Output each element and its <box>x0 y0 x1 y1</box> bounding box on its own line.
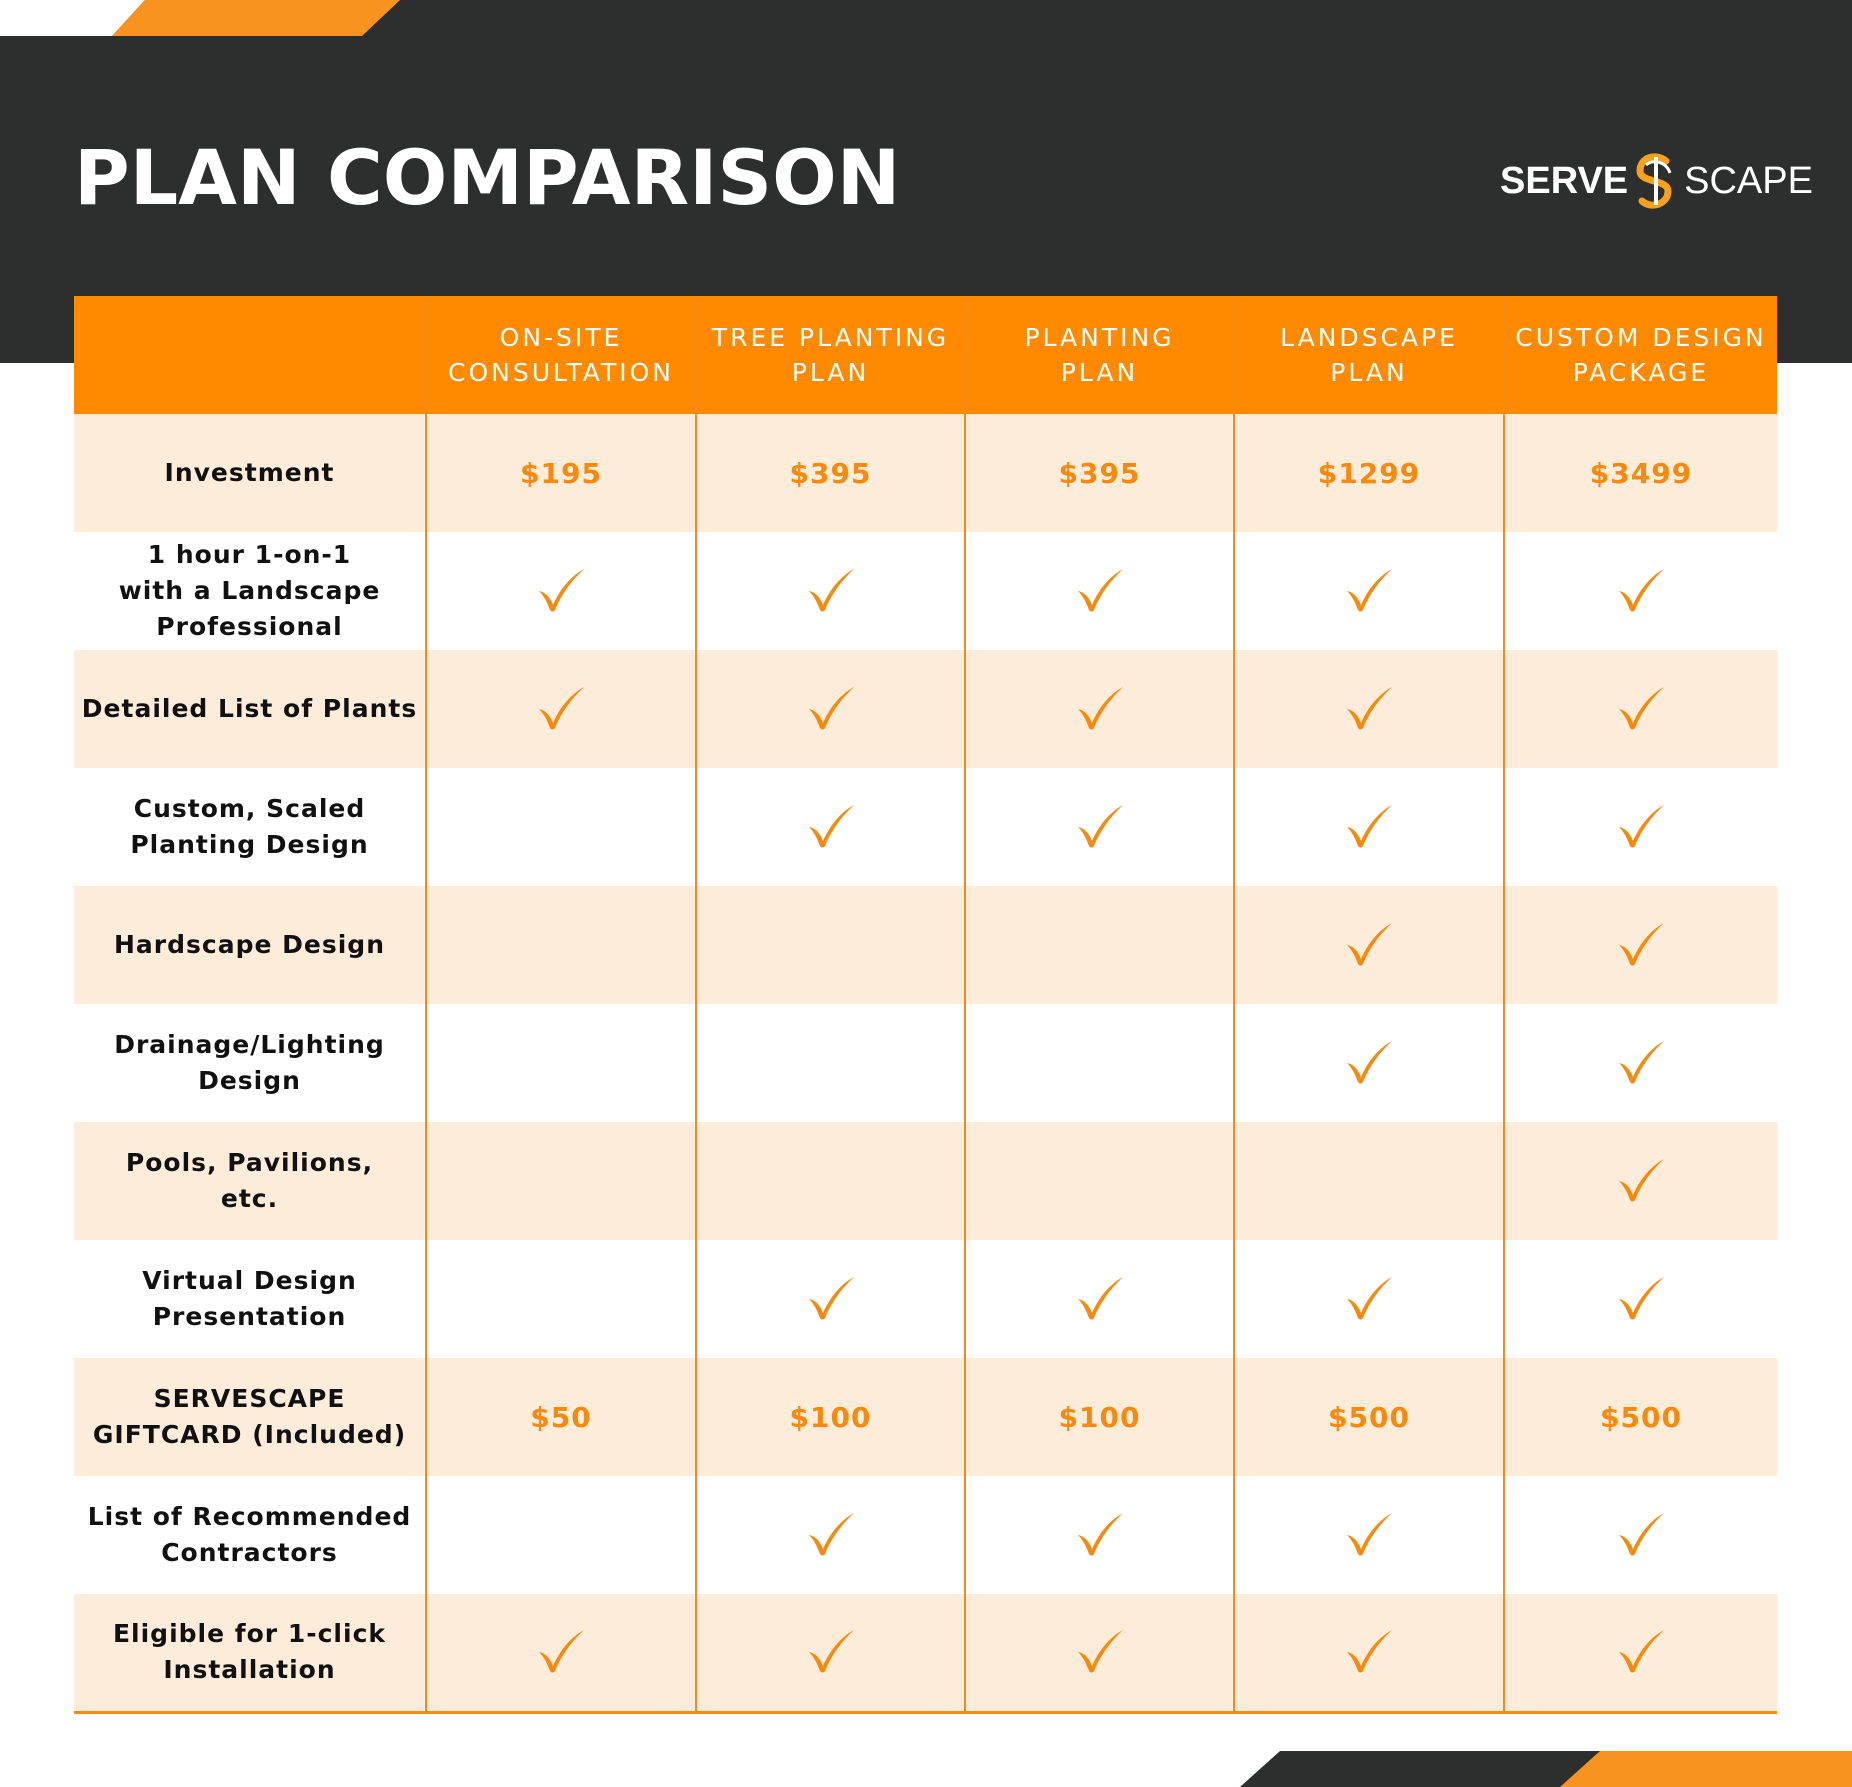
check-icon <box>1615 1155 1667 1203</box>
included-cell <box>1504 1004 1777 1122</box>
check-icon <box>1615 1626 1667 1674</box>
check-icon <box>1615 801 1667 849</box>
header-empty-cell <box>74 296 426 414</box>
servescape-logo <box>1500 150 1813 212</box>
included-cell <box>1234 886 1504 1004</box>
empty-cell <box>426 886 696 1004</box>
table-row <box>74 768 1777 886</box>
logo-mark-icon <box>1632 151 1680 211</box>
table-row <box>74 1004 1777 1122</box>
column-header: ON-SITE CONSULTATION <box>426 296 696 414</box>
check-icon <box>535 683 587 731</box>
check-icon <box>1343 1273 1395 1321</box>
included-cell <box>965 1476 1234 1594</box>
empty-cell <box>426 768 696 886</box>
feature-label: Detailed List of Plants <box>81 694 418 723</box>
empty-cell <box>696 886 965 1004</box>
column-header: LANDSCAPE PLAN <box>1234 296 1504 414</box>
included-cell <box>426 532 696 650</box>
empty-cell <box>426 1122 696 1240</box>
included-cell <box>1504 1240 1777 1358</box>
table-row <box>74 1476 1777 1594</box>
price-value: $100 <box>789 1400 872 1434</box>
empty-cell <box>696 1122 965 1240</box>
price-value: $500 <box>1600 1400 1682 1434</box>
price-cell <box>696 1358 965 1476</box>
check-icon <box>1615 683 1667 731</box>
table-body <box>74 414 1777 1712</box>
price-cell <box>1234 1358 1504 1476</box>
check-icon <box>1343 919 1395 967</box>
price-value: $1299 <box>1317 456 1421 490</box>
feature-label: Eligible for 1-click Installation <box>112 1619 387 1685</box>
price-value: $195 <box>520 456 602 490</box>
price-value: $395 <box>1058 456 1141 490</box>
price-value: $395 <box>789 456 872 490</box>
included-cell <box>1234 532 1504 650</box>
empty-cell <box>965 1004 1234 1122</box>
included-cell <box>965 650 1234 768</box>
logo-text-serve: SERVE <box>1500 159 1629 202</box>
price-cell <box>1504 414 1777 532</box>
check-icon <box>805 1273 857 1321</box>
check-icon <box>805 1509 857 1557</box>
empty-cell <box>426 1004 696 1122</box>
check-icon <box>1074 1626 1126 1674</box>
table-row <box>74 886 1777 1004</box>
check-icon <box>805 683 857 731</box>
price-cell <box>965 1358 1234 1476</box>
price-cell <box>1504 1358 1777 1476</box>
included-cell <box>696 1594 965 1712</box>
included-cell <box>696 1240 965 1358</box>
price-cell <box>696 414 965 532</box>
check-icon <box>1074 1509 1126 1557</box>
column-header: PLANTING PLAN <box>965 296 1234 414</box>
empty-cell <box>426 1476 696 1594</box>
feature-label: Drainage/Lighting Design <box>114 1030 385 1095</box>
feature-label: 1 hour 1-on-1 with a Landscape Professional <box>118 540 381 641</box>
included-cell <box>965 1240 1234 1358</box>
included-cell <box>696 768 965 886</box>
table-row <box>74 532 1777 650</box>
table-row <box>74 1358 1777 1476</box>
included-cell <box>1504 650 1777 768</box>
included-cell <box>965 1594 1234 1712</box>
table-row <box>74 1240 1777 1358</box>
check-icon <box>1615 565 1667 613</box>
empty-cell <box>426 1240 696 1358</box>
included-cell <box>1234 1594 1504 1712</box>
check-icon <box>1074 565 1126 613</box>
table-row <box>74 650 1777 768</box>
table-header-row <box>74 296 1777 414</box>
included-cell <box>696 650 965 768</box>
empty-cell <box>696 1004 965 1122</box>
feature-label: Pools, Pavilions, etc. <box>125 1148 374 1213</box>
check-icon <box>1074 683 1126 731</box>
check-icon <box>805 1626 857 1674</box>
feature-label: Custom, Scaled Planting Design <box>130 794 369 859</box>
included-cell <box>1504 532 1777 650</box>
check-icon <box>1615 919 1667 967</box>
check-icon <box>1615 1037 1667 1085</box>
included-cell <box>426 650 696 768</box>
feature-label: Virtual Design Presentation <box>142 1266 357 1331</box>
feature-label: List of Recommended Contractors <box>87 1502 412 1567</box>
included-cell <box>965 768 1234 886</box>
plan-comparison-table <box>74 296 1777 1714</box>
check-icon <box>1343 1037 1395 1085</box>
check-icon <box>1615 1273 1667 1321</box>
price-cell <box>965 414 1234 532</box>
empty-cell <box>1234 1122 1504 1240</box>
included-cell <box>1504 768 1777 886</box>
table-row <box>74 1122 1777 1240</box>
check-icon <box>805 801 857 849</box>
price-cell <box>1234 414 1504 532</box>
empty-cell <box>965 886 1234 1004</box>
included-cell <box>965 532 1234 650</box>
included-cell <box>1234 650 1504 768</box>
feature-label: SERVESCAPE GIFTCARD (Included) <box>92 1384 407 1449</box>
check-icon <box>535 565 587 613</box>
check-icon <box>1343 801 1395 849</box>
feature-label: Hardscape Design <box>114 930 385 959</box>
check-icon <box>1343 565 1395 613</box>
included-cell <box>1234 1240 1504 1358</box>
price-value: $3499 <box>1589 456 1693 490</box>
check-icon <box>1615 1509 1667 1557</box>
included-cell <box>1504 1122 1777 1240</box>
column-header: TREE PLANTING PLAN <box>696 296 965 414</box>
included-cell <box>1234 1476 1504 1594</box>
check-icon <box>1074 801 1126 849</box>
check-icon <box>535 1626 587 1674</box>
check-icon <box>1343 1509 1395 1557</box>
included-cell <box>1504 886 1777 1004</box>
top-accent-stripe <box>0 0 1852 36</box>
price-cell <box>426 1358 696 1476</box>
bottom-accent-stripe <box>1240 1751 1852 1787</box>
check-icon <box>1343 1626 1395 1674</box>
included-cell <box>1504 1476 1777 1594</box>
page-title: PLAN COMPARISON <box>74 133 901 222</box>
included-cell <box>426 1594 696 1712</box>
logo-text-scape: SCAPE <box>1684 159 1813 202</box>
check-icon <box>1074 1273 1126 1321</box>
price-cell <box>426 414 696 532</box>
feature-label: Investment <box>164 458 335 487</box>
price-value: $100 <box>1058 1400 1141 1434</box>
table-row <box>74 1594 1777 1712</box>
included-cell <box>1234 768 1504 886</box>
column-header: CUSTOM DESIGN PACKAGE <box>1504 296 1777 414</box>
table-row <box>74 414 1777 532</box>
price-value: $50 <box>530 1400 592 1434</box>
included-cell <box>1234 1004 1504 1122</box>
check-icon <box>805 565 857 613</box>
included-cell <box>696 532 965 650</box>
empty-cell <box>965 1122 1234 1240</box>
included-cell <box>696 1476 965 1594</box>
included-cell <box>1504 1594 1777 1712</box>
check-icon <box>1343 683 1395 731</box>
price-value: $500 <box>1328 1400 1410 1434</box>
